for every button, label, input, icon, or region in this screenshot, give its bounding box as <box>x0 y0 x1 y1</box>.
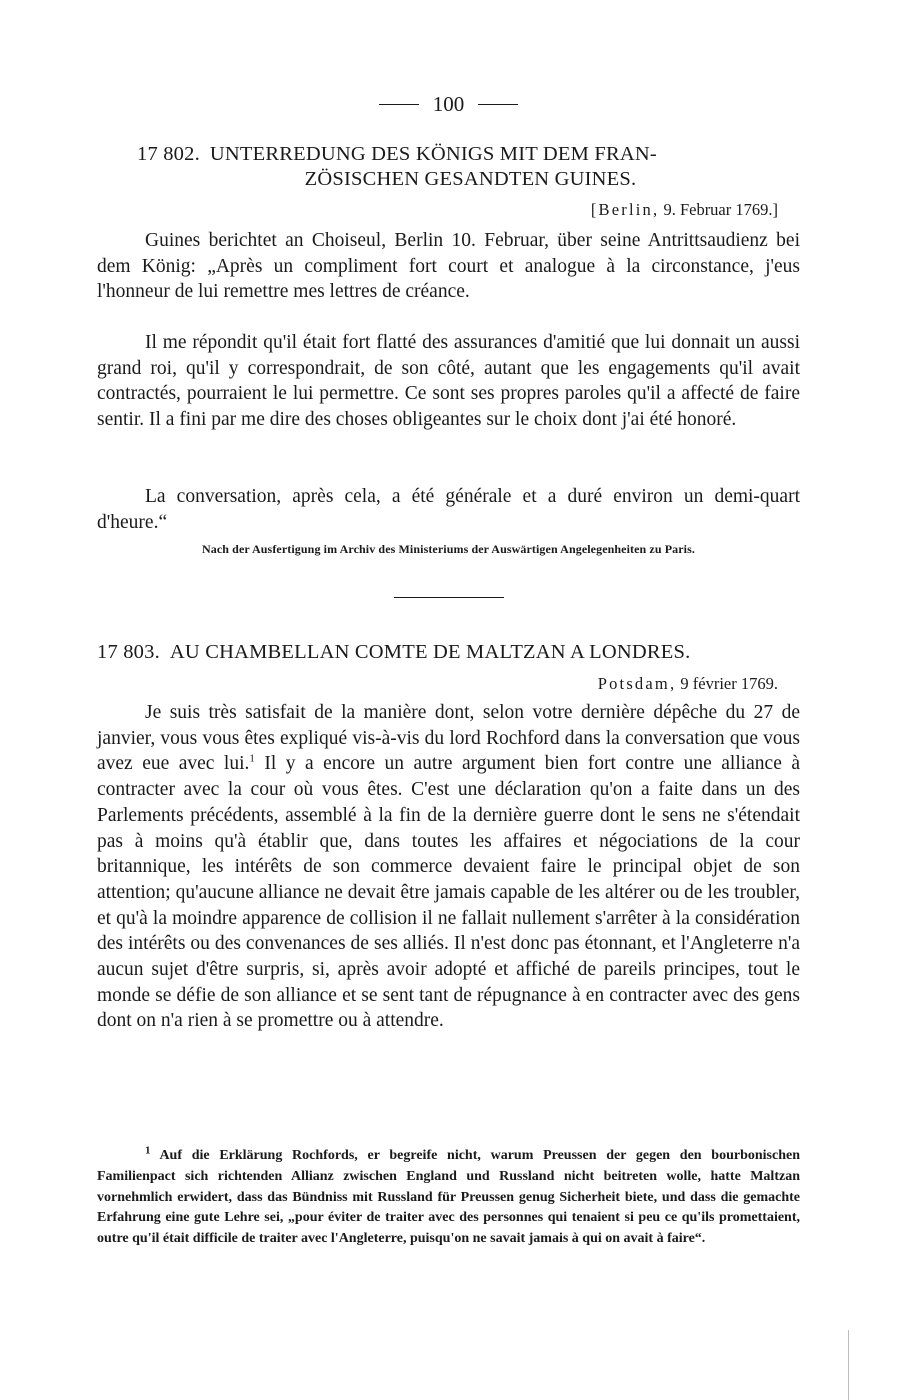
footnote-text: Auf die Erklärung Rochfords, er begreife nicht, warum Preussen der gegen den bourbonischen Familienpact sich richtenden Allianz zwischen England und Russland nicht beitreten wolle, hatte Maltzan vornehmlich erwidert, dass das Bündniss mit Russland für Preussen genug Sicherheit biete, und dass die gemachte Erfahrung eine gute Lehre sei, „pour éviter de traiter avec des personnes qui tenaient si peu ce qu'ils promettaient, outre qu'il était difficile de traiter avec l'Angleterre, puisqu'on ne savait jamais à qui on avait à faire“. <box>97 1148 800 1247</box>
doc2-text-part2: Il y a encore un autre argument bien fort contre une alliance à contracter avec la cour où vous êtes. C'est une déclaration qu'on a faite dans un des Parlements précédents, assemblé à la fin de la dernière guerre dont le sens ne s'étendait pas à moins qu'à établir que, dans toutes les affaires et négociations de la cour britannique, les intérêts de son commerce devaient faire le principal objet de son attention; qu'aucune alliance ne devait être jamais capable de les altérer ou de les troubler, et qu'à la moindre apparence de collision il ne fallait nullement s'arrêter à la considération des intérêts ou des convenances de ses alliés. Il n'est donc pas étonnant, et l'Angleterre n'a aucun sujet d'être surpris, si, après avoir adopté et affiché de pareils principes, tout le monde se défie de son alliance et se sent tant de répugnance à en contracter avec des gens dont on n'a rien à se promettre ou à attendre. <box>97 753 801 1032</box>
footnote-reference: 1 <box>249 752 255 765</box>
doc2-dateline-place: Potsdam, <box>597 674 677 693</box>
header-rule-left <box>379 104 419 105</box>
page-number: 100 <box>432 91 465 116</box>
doc2-dateline-date: 9 février 1769. <box>680 674 778 693</box>
doc2-paragraph <box>97 700 800 1034</box>
doc2-heading <box>97 640 800 665</box>
doc1-dateline-place: [Berlin, <box>590 200 660 219</box>
doc1-title-line1: UNTERREDUNG DES KÖNIGS MIT DEM FRAN- <box>209 143 657 165</box>
doc2-dateline <box>598 674 778 694</box>
doc1-number: 17 802. <box>137 143 200 165</box>
doc1-paragraph-2: Il me répondit qu'il était fort flatté des assurances d'amitié que lui donnait un aussi grand roi, qu'il y correspondrait, de son côté, autant que les engagements qu'il avait contractés, pourraient le lui permettre. Ce sont ses propres paroles qu'il a affecté de faire sentir. Il a fini par me dire des choses obligeantes sur le choix dont j'ai été honoré. <box>97 332 800 431</box>
doc1-paragraph-1: Guines berichtet an Choiseul, Berlin 10. Februar, über seine Antrittsaudienz bei dem König: „Après un compliment fort court et analogue à la circonstance, j'eus l'honneur de lui remettre mes lettres de créance. <box>97 230 800 303</box>
doc2-number: 17 803. <box>97 641 160 663</box>
doc1-paragraph-3: La conversation, après cela, a été générale et a duré environ un demi-quart d'heure.“ <box>97 486 800 533</box>
doc2-text-part1: Je suis très satisfait de la manière dont, selon votre dernière dépêche du 27 de janvier, vous vous êtes expliqué vis-à-vis du lord Rochford dans la conversation que vous avez eue avec lui. <box>97 702 800 775</box>
footnote-marker: 1 <box>145 1144 151 1157</box>
scan-edge-line <box>848 1330 849 1400</box>
doc1-dateline <box>591 200 778 220</box>
doc1-heading <box>97 142 800 192</box>
footnote <box>97 1146 800 1250</box>
doc1-title-line2: ZÖSISCHEN GESANDTEN GUINES. <box>304 168 637 190</box>
doc1-source-note: Nach der Ausfertigung im Archiv des Ministeriums der Auswärtigen Angelegenheiten zu Paris. <box>202 542 695 556</box>
header-rule-right <box>478 104 518 105</box>
section-divider <box>394 597 504 598</box>
page-header <box>97 90 800 118</box>
doc2-title: AU CHAMBELLAN COMTE DE MALTZAN A LONDRES. <box>169 641 691 663</box>
doc1-dateline-date: 9. Februar 1769.] <box>663 200 778 219</box>
